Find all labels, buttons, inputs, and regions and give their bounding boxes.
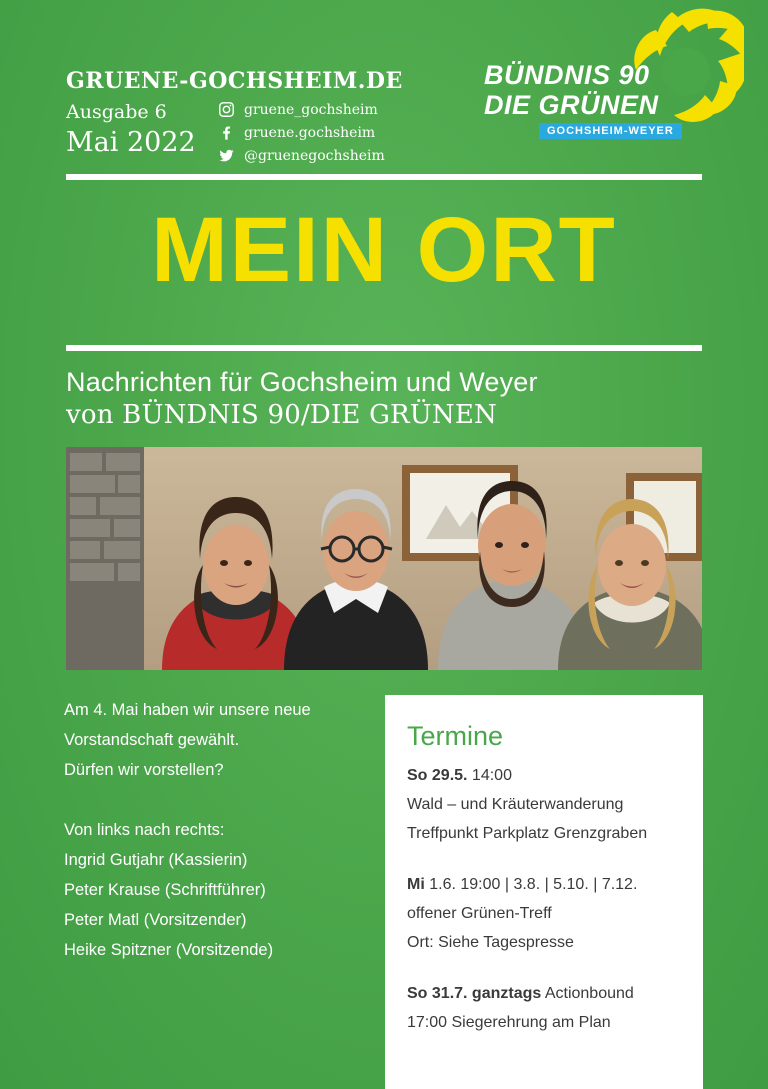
group-photo bbox=[66, 447, 702, 670]
intro-line: Vorstandschaft gewählt. bbox=[64, 731, 240, 749]
social-link-twitter[interactable] bbox=[218, 146, 385, 165]
person-name: Peter Krause (Schriftführer) bbox=[64, 881, 266, 899]
issue-date: Mai 2022 bbox=[66, 127, 196, 158]
facebook-icon bbox=[218, 124, 235, 141]
termine-date-bold: So 29.5. bbox=[407, 767, 468, 784]
divider-top bbox=[66, 174, 702, 180]
subtitle bbox=[66, 366, 716, 432]
termine-date-rest: 1.6. 19:00 | 3.8. | 5.10. | 7.12. bbox=[424, 876, 638, 893]
termine-entry-line: Ort: Siehe Tagespresse bbox=[407, 934, 574, 951]
person-name: Peter Matl (Vorsitzender) bbox=[64, 911, 247, 929]
header bbox=[0, 0, 768, 180]
divider-middle bbox=[66, 345, 702, 351]
termine-entry bbox=[407, 979, 681, 1037]
termine-date-rest: Actionbound bbox=[541, 985, 634, 1002]
termine-panel bbox=[385, 695, 703, 1089]
intro-line: Dürfen wir vorstellen? bbox=[64, 761, 224, 779]
termine-entry bbox=[407, 870, 681, 957]
termine-entry-date bbox=[407, 761, 681, 790]
termine-date-bold: Mi bbox=[407, 876, 425, 893]
spacer bbox=[64, 785, 364, 815]
social-links bbox=[218, 100, 385, 165]
person-name: Ingrid Gutjahr (Kassierin) bbox=[64, 851, 248, 869]
people-heading: Von links nach rechts: bbox=[64, 821, 225, 839]
termine-entry-line: Treffpunkt Parkplatz Grenzgraben bbox=[407, 825, 648, 842]
intro-line: Am 4. Mai haben wir unsere neue bbox=[64, 701, 311, 719]
social-link-facebook[interactable] bbox=[218, 123, 385, 142]
logo-line-1: BÜNDNIS 90 bbox=[484, 60, 650, 90]
termine-entry-line: offener Grünen-Treff bbox=[407, 905, 552, 922]
logo-line-2: DIE GRÜNEN bbox=[484, 90, 659, 120]
party-logo bbox=[484, 8, 744, 148]
social-link-instagram[interactable] bbox=[218, 100, 385, 119]
page-title: MEIN ORT bbox=[151, 199, 617, 301]
site-url: GRUENE-GOCHSHEIM.DE bbox=[66, 68, 403, 94]
twitter-icon bbox=[218, 147, 235, 164]
termine-entry-line: Wald – und Kräuterwanderung bbox=[407, 796, 624, 813]
social-handle: @gruenegochsheim bbox=[244, 147, 385, 164]
termine-date-bold: So 31.7. ganztags bbox=[407, 985, 542, 1002]
termine-entry-date bbox=[407, 870, 681, 899]
instagram-icon bbox=[218, 101, 235, 118]
person-name: Heike Spitzner (Vorsitzende) bbox=[64, 941, 274, 959]
termine-date-rest: 14:00 bbox=[467, 767, 512, 784]
social-handle: gruene_gochsheim bbox=[244, 101, 378, 118]
social-handle: gruene.gochsheim bbox=[244, 124, 376, 141]
termine-title: Termine bbox=[407, 721, 504, 751]
termine-entry-line: 17:00 Siegerehrung am Plan bbox=[407, 1014, 611, 1031]
subtitle-line-1: Nachrichten für Gochsheim und Weyer bbox=[66, 367, 538, 397]
termine-entry-date bbox=[407, 979, 681, 1008]
subtitle-line-2: von BÜNDNIS 90/DIE GRÜNEN bbox=[66, 400, 498, 430]
issue-number: Ausgabe 6 bbox=[66, 101, 167, 123]
logo-wordmark bbox=[484, 60, 674, 120]
logo-local-badge: GOCHSHEIM-WEYER bbox=[539, 123, 682, 139]
termine-entry bbox=[407, 761, 681, 848]
intro-text bbox=[64, 695, 364, 965]
